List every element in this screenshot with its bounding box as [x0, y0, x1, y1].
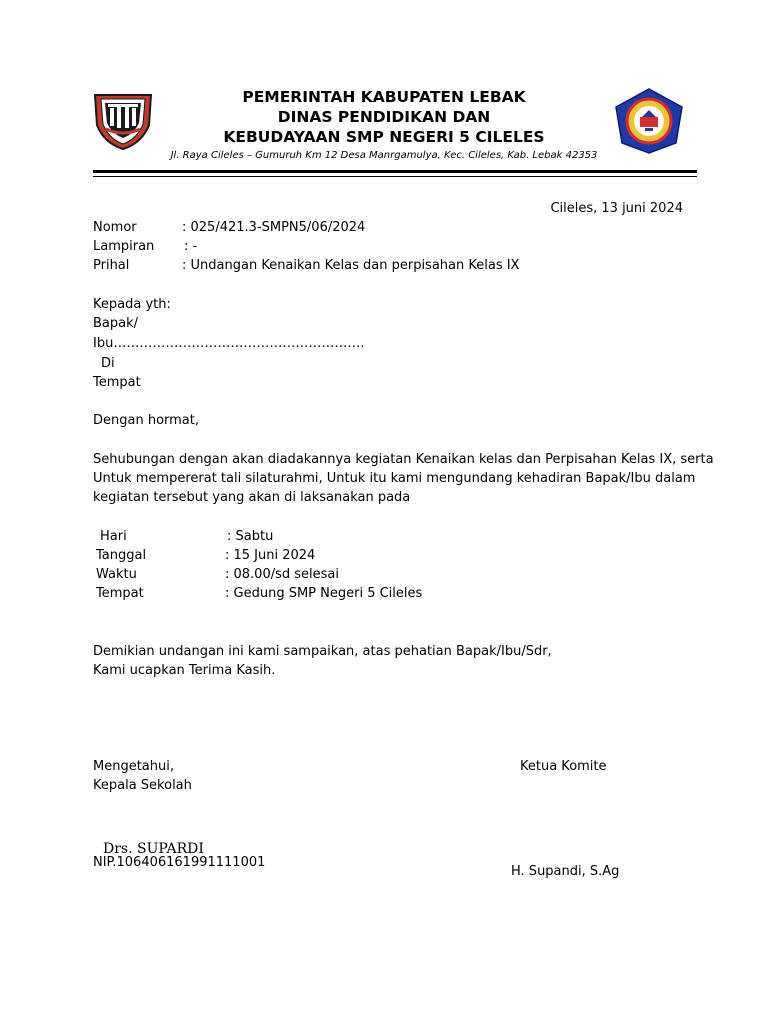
- header-divider-thick: [93, 170, 697, 173]
- body-line-3: kegiatan tersebut yang akan di laksanakan pada: [93, 490, 411, 505]
- prihal-label: Prihal: [93, 258, 130, 273]
- header-divider-thin: [93, 176, 697, 177]
- signature-left-line-1: Mengetahui,: [93, 759, 174, 774]
- detail-value-tempat: : Gedung SMP Negeri 5 Cileles: [225, 586, 423, 601]
- closing-line-1: Demikian undangan ini kami sampaikan, atas pehatian Bapak/Ibu/Sdr,: [93, 644, 552, 659]
- place-date: Cileles, 13 juni 2024: [550, 201, 683, 216]
- principal-name: Drs. SUPARDI: [103, 841, 204, 857]
- detail-value-waktu: : 08.00/sd selesai: [225, 567, 339, 582]
- detail-value-hari: : Sabtu: [227, 529, 274, 544]
- detail-label-tempat: Tempat: [96, 586, 144, 601]
- detail-label-tanggal: Tanggal: [96, 548, 147, 563]
- detail-label-hari: Hari: [100, 529, 127, 544]
- prihal-value: : Undangan Kenaikan Kelas dan perpisahan Kelas IX: [182, 258, 520, 273]
- nomor-value: : 025/421.3-SMPN5/06/2024: [182, 220, 366, 235]
- signature-right-title: Ketua Komite: [520, 759, 607, 774]
- body-line-1: Sehubungan dengan akan diadakannya kegiatan Kenaikan kelas dan Perpisahan Kelas IX, serta: [93, 452, 714, 467]
- body-line-2: Untuk mempererat tali silaturahmi, Untuk itu kami mengundang kehadiran Bapak/Ibu dalam: [93, 471, 696, 486]
- header-line-3: KEBUDAYAAN SMP NEGERI 5 CILELES: [223, 128, 545, 146]
- principal-nip: NIP.106406161991111001: [93, 855, 266, 870]
- detail-value-tanggal: : 15 Juni 2024: [225, 548, 316, 563]
- recipient-line-4: Di: [101, 356, 115, 371]
- detail-label-waktu: Waktu: [96, 567, 137, 582]
- recipient-line-2: Bapak/: [93, 316, 139, 331]
- closing-line-2: Kami ucapkan Terima Kasih.: [93, 663, 276, 678]
- signature-left-line-2: Kepala Sekolah: [93, 778, 192, 793]
- header-line-2: DINAS PENDIDIKAN DAN: [277, 108, 491, 126]
- school-address: Jl. Raya Cileles – Gumuruh Km 12 Desa Manrgamulya, Kec. Cileles, Kab. Lebak 42353: [170, 150, 598, 161]
- committee-chair-name: H. Supandi, S.Ag: [511, 864, 620, 879]
- recipient-line-1: Kepada yth:: [93, 297, 171, 312]
- recipient-line-5: Tempat: [93, 375, 141, 390]
- greeting: Dengan hormat,: [93, 413, 200, 428]
- recipient-line-3: Ibu………………………………………………….: [93, 336, 365, 351]
- nomor-label: Nomor: [93, 220, 137, 235]
- lampiran-label: Lampiran: [93, 239, 155, 254]
- lampiran-value: : -: [184, 239, 198, 254]
- header-line-1: PEMERINTAH KABUPATEN LEBAK: [242, 88, 526, 106]
